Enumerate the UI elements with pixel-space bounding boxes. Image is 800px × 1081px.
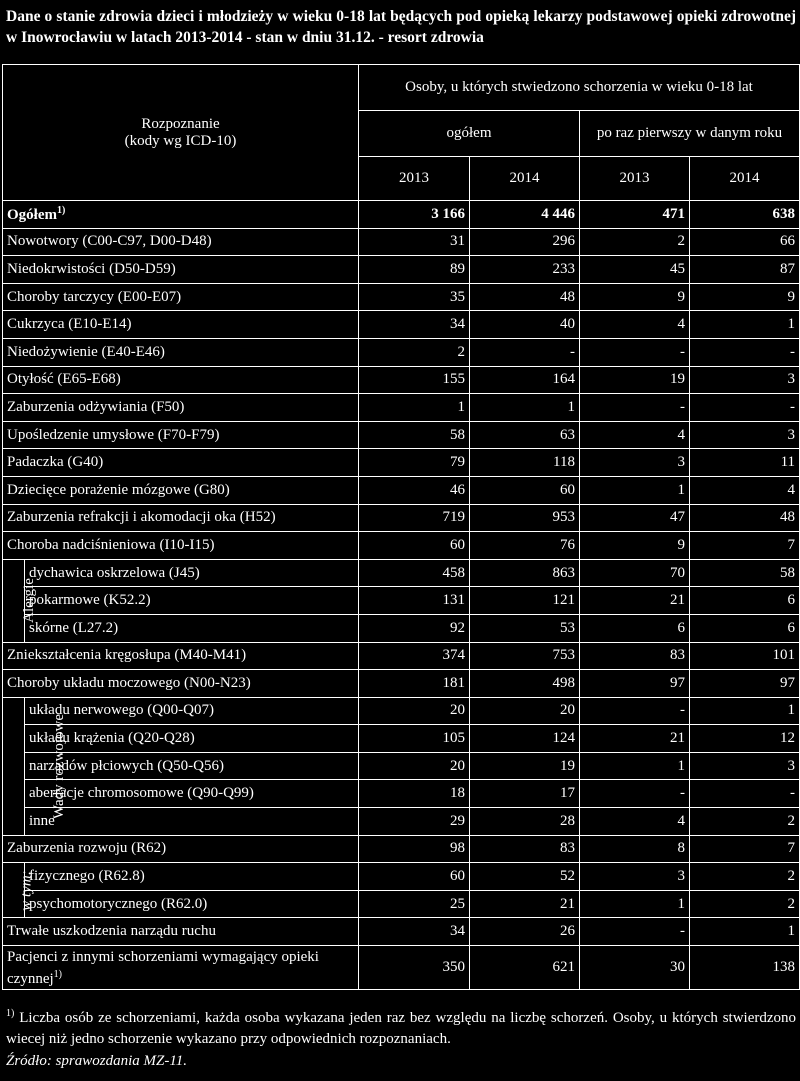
value-cell: 89	[359, 256, 470, 284]
value-cell: 45	[580, 256, 690, 284]
value-cell: 4	[690, 476, 800, 504]
persons-header: Osoby, u których stwiedzono schorzenia w wieku 0-18 lat	[359, 65, 800, 111]
value-cell: 12	[690, 725, 800, 753]
value-cell: 60	[470, 476, 580, 504]
value-cell: 11	[690, 449, 800, 477]
value-cell: 87	[690, 256, 800, 284]
value-cell: 46	[359, 476, 470, 504]
row-label	[3, 256, 359, 284]
table-row	[3, 946, 800, 990]
row-label	[3, 532, 359, 560]
value-cell: 4	[580, 421, 690, 449]
footnote-text: Liczba osób ze schorzeniami, każda osoba wykazana jeden raz bez względu na liczbę schorzeń. Osoby, u których stwierdzono wiecej niż jedno schorzenie wykazano przy odpowiednich rozpoznaniach.	[6, 1010, 797, 1047]
value-cell: -	[690, 338, 800, 366]
row-label-text: Choroby układu moczowego (N00-N23)	[7, 674, 251, 691]
value-cell: 48	[470, 283, 580, 311]
value-cell: -	[690, 394, 800, 422]
value-cell: 374	[359, 642, 470, 670]
value-cell: 18	[359, 780, 470, 808]
row-label-text: Choroba nadciśnieniowa (I10-I15)	[7, 536, 215, 553]
table-row	[3, 670, 800, 698]
source-note: Źródło: sprawozdania MZ-11.	[6, 1053, 187, 1069]
table-row	[3, 449, 800, 477]
table-row	[3, 642, 800, 670]
allergy-group-label: Alergie	[20, 578, 37, 623]
value-cell: 121	[470, 587, 580, 615]
row-label-text: Ogółem	[7, 206, 57, 223]
row-label-text: Nowotwory (C00-C97, D00-D48)	[7, 233, 212, 250]
value-cell: 52	[470, 863, 580, 891]
value-cell: -	[580, 780, 690, 808]
value-cell: 21	[470, 890, 580, 918]
value-cell: 9	[690, 283, 800, 311]
table-row	[3, 201, 800, 229]
value-cell: 20	[470, 697, 580, 725]
row-label	[3, 366, 359, 394]
row-label	[3, 283, 359, 311]
table-row	[3, 780, 800, 808]
row-label-text: Niedokrwistości (D50-D59)	[7, 260, 176, 277]
row-label	[3, 394, 359, 422]
value-cell: 155	[359, 366, 470, 394]
row-label-text: Zaburzenia refrakcji i akomodacji oka (H52)	[7, 509, 276, 526]
row-label	[25, 890, 359, 918]
value-cell: 296	[470, 228, 580, 256]
row-label-text: układu krążenia (Q20-Q28)	[29, 730, 195, 747]
row-label-text: inne	[29, 812, 55, 829]
value-cell: 7	[690, 835, 800, 863]
page-title: Dane o stanie zdrowia dzieci i młodzieży w wieku 0-18 lat będących pod opieką lekarzy podstawowej opieki zdrowotnej w Inowrocławiu w latach 2013-2014 - stan w dniu 31.12. - resort zdrowia	[6, 8, 796, 46]
year-header: 2014	[690, 157, 800, 201]
value-cell: 164	[470, 366, 580, 394]
value-cell: 8	[580, 835, 690, 863]
value-cell: 2	[359, 338, 470, 366]
row-label-text: Otyłość (E65-E68)	[7, 371, 121, 388]
row-label-text: narządów płciowych (Q50-Q56)	[29, 757, 224, 774]
value-cell: 70	[580, 559, 690, 587]
value-cell: 9	[580, 283, 690, 311]
row-label	[3, 311, 359, 339]
value-cell: 638	[690, 201, 800, 229]
allergy-group-label-cell	[3, 559, 37, 642]
row-label-text: Zaburzenia rozwoju (R62)	[7, 840, 167, 857]
value-cell: 3	[580, 863, 690, 891]
row-label	[25, 752, 359, 780]
table-row	[3, 256, 800, 284]
row-label-text: Niedożywienie (E40-E46)	[7, 343, 165, 360]
row-label	[25, 559, 359, 587]
table-row	[3, 311, 800, 339]
footnote	[6, 1003, 796, 1050]
row-label	[25, 614, 359, 642]
first-time-header: po raz pierwszy w danym roku	[580, 111, 800, 157]
row-label	[25, 780, 359, 808]
value-cell: 498	[470, 670, 580, 698]
value-cell: 4	[580, 311, 690, 339]
value-cell: 105	[359, 725, 470, 753]
value-cell: 138	[690, 946, 800, 990]
row-label	[25, 697, 359, 725]
value-cell: 30	[580, 946, 690, 990]
value-cell: 48	[690, 504, 800, 532]
value-cell: 34	[359, 311, 470, 339]
table-row	[3, 835, 800, 863]
value-cell: 621	[470, 946, 580, 990]
row-label	[3, 201, 359, 229]
value-cell: 719	[359, 504, 470, 532]
value-cell: 1	[580, 476, 690, 504]
table-row	[3, 890, 800, 918]
row-label-text: skórne (L27.2)	[29, 619, 119, 636]
value-cell: 3	[690, 421, 800, 449]
diagnosis-header-line2: (kody wg ICD-10)	[124, 132, 237, 149]
value-cell: 19	[470, 752, 580, 780]
value-cell: 17	[470, 780, 580, 808]
value-cell: 124	[470, 725, 580, 753]
row-label-text: układu nerwowego (Q00-Q07)	[29, 702, 214, 719]
value-cell: 101	[690, 642, 800, 670]
value-cell: 98	[359, 835, 470, 863]
value-cell: 1	[690, 918, 800, 946]
value-cell: 26	[470, 918, 580, 946]
row-label	[3, 835, 359, 863]
row-label-text: Choroby tarczycy (E00-E07)	[7, 288, 182, 305]
value-cell: 1	[359, 394, 470, 422]
value-cell: 863	[470, 559, 580, 587]
row-label	[3, 946, 359, 990]
row-label-text: Upośledzenie umysłowe (F70-F79)	[7, 426, 220, 443]
value-cell: 753	[470, 642, 580, 670]
row-label-text: Dziecięce porażenie mózgowe (G80)	[7, 481, 230, 498]
total-header: ogółem	[359, 111, 580, 157]
row-label-text: pokarmowe (K52.2)	[29, 592, 151, 609]
value-cell: 83	[470, 835, 580, 863]
value-cell: 83	[580, 642, 690, 670]
value-cell: 181	[359, 670, 470, 698]
value-cell: 35	[359, 283, 470, 311]
value-cell: 20	[359, 752, 470, 780]
value-cell: 131	[359, 587, 470, 615]
table-row	[3, 559, 800, 587]
year-header: 2013	[359, 157, 470, 201]
value-cell: 66	[690, 228, 800, 256]
value-cell: 3 166	[359, 201, 470, 229]
value-cell: 1	[580, 752, 690, 780]
value-cell: 6	[690, 587, 800, 615]
footnote-ref: 1)	[53, 968, 62, 980]
value-cell: 63	[470, 421, 580, 449]
value-cell: 25	[359, 890, 470, 918]
value-cell: 2	[690, 863, 800, 891]
value-cell: 19	[580, 366, 690, 394]
value-cell: 60	[359, 532, 470, 560]
value-cell: 3	[690, 752, 800, 780]
value-cell: -	[690, 780, 800, 808]
table-row	[3, 752, 800, 780]
footnote-mark: 1)	[6, 1008, 15, 1019]
value-cell: 2	[580, 228, 690, 256]
defects-group-label: Wady rozwojowe	[51, 713, 68, 819]
value-cell: 471	[580, 201, 690, 229]
value-cell: -	[580, 394, 690, 422]
value-cell: 31	[359, 228, 470, 256]
value-cell: 97	[690, 670, 800, 698]
value-cell: 79	[359, 449, 470, 477]
value-cell: 458	[359, 559, 470, 587]
table-row	[3, 338, 800, 366]
table-row	[3, 614, 800, 642]
value-cell: 953	[470, 504, 580, 532]
row-label	[3, 670, 359, 698]
value-cell: -	[580, 918, 690, 946]
value-cell: 4	[580, 808, 690, 836]
row-label	[3, 449, 359, 477]
row-label-text: dychawica oskrzelowa (J45)	[29, 564, 200, 581]
including-group-label: w tym:	[18, 870, 35, 911]
value-cell: 28	[470, 808, 580, 836]
value-cell: 3	[690, 366, 800, 394]
value-cell: -	[580, 697, 690, 725]
value-cell: 6	[690, 614, 800, 642]
value-cell: 4 446	[470, 201, 580, 229]
value-cell: 1	[470, 394, 580, 422]
row-label	[3, 918, 359, 946]
row-label	[3, 338, 359, 366]
table-row	[3, 283, 800, 311]
row-label-text: Zaburzenia odżywiania (F50)	[7, 398, 185, 415]
year-header: 2014	[470, 157, 580, 201]
table-row	[3, 228, 800, 256]
row-label-text: Cukrzyca (E10-E14)	[7, 316, 132, 333]
row-label-text: Zniekształcenia kręgosłupa (M40-M41)	[7, 647, 247, 664]
value-cell: 20	[359, 697, 470, 725]
row-label	[25, 587, 359, 615]
row-label-text: fizycznego (R62.8)	[29, 868, 145, 885]
value-cell: 47	[580, 504, 690, 532]
table-row	[3, 918, 800, 946]
row-label	[3, 476, 359, 504]
value-cell: 92	[359, 614, 470, 642]
health-data-table	[2, 64, 800, 990]
value-cell: 6	[580, 614, 690, 642]
value-cell: 58	[690, 559, 800, 587]
value-cell: 21	[580, 587, 690, 615]
value-cell: 2	[690, 890, 800, 918]
value-cell: 1	[690, 311, 800, 339]
row-label	[3, 228, 359, 256]
table-row	[3, 394, 800, 422]
value-cell: 53	[470, 614, 580, 642]
row-label	[3, 504, 359, 532]
diagnosis-header	[3, 65, 359, 201]
row-label	[25, 863, 359, 891]
table-row	[3, 725, 800, 753]
value-cell: 29	[359, 808, 470, 836]
table-row	[3, 504, 800, 532]
table-row	[3, 587, 800, 615]
value-cell: 34	[359, 918, 470, 946]
value-cell: 350	[359, 946, 470, 990]
table-row	[3, 421, 800, 449]
value-cell: 7	[690, 532, 800, 560]
including-group-label-cell	[3, 863, 35, 918]
table-row	[3, 532, 800, 560]
table-row	[3, 697, 800, 725]
value-cell: 76	[470, 532, 580, 560]
row-label-text: Trwałe uszkodzenia narządu ruchu	[7, 923, 216, 940]
value-cell: 118	[470, 449, 580, 477]
value-cell: 21	[580, 725, 690, 753]
value-cell: 9	[580, 532, 690, 560]
value-cell: -	[580, 338, 690, 366]
table-row	[3, 808, 800, 836]
table-row	[3, 366, 800, 394]
diagnosis-header-line1: Rozpoznanie	[141, 115, 220, 132]
value-cell: 60	[359, 863, 470, 891]
value-cell: 233	[470, 256, 580, 284]
value-cell: 1	[690, 697, 800, 725]
row-label-text: aberracje chromosomowe (Q90-Q99)	[29, 785, 254, 802]
value-cell: 2	[690, 808, 800, 836]
year-header: 2013	[580, 157, 690, 201]
value-cell: 97	[580, 670, 690, 698]
value-cell: 1	[580, 890, 690, 918]
footnote-ref: 1)	[57, 204, 66, 216]
row-label-text: psychomotorycznego (R62.0)	[29, 895, 208, 912]
row-label	[25, 725, 359, 753]
value-cell: 40	[470, 311, 580, 339]
row-label	[3, 642, 359, 670]
value-cell: -	[470, 338, 580, 366]
table-row	[3, 476, 800, 504]
value-cell: 3	[580, 449, 690, 477]
row-label-text: Padaczka (G40)	[7, 454, 104, 471]
row-label	[3, 421, 359, 449]
row-label-text: Pacjenci z innymi schorzeniami wymagający opieki czynnej	[7, 948, 319, 987]
table-row	[3, 863, 800, 891]
value-cell: 58	[359, 421, 470, 449]
row-label	[25, 808, 359, 836]
